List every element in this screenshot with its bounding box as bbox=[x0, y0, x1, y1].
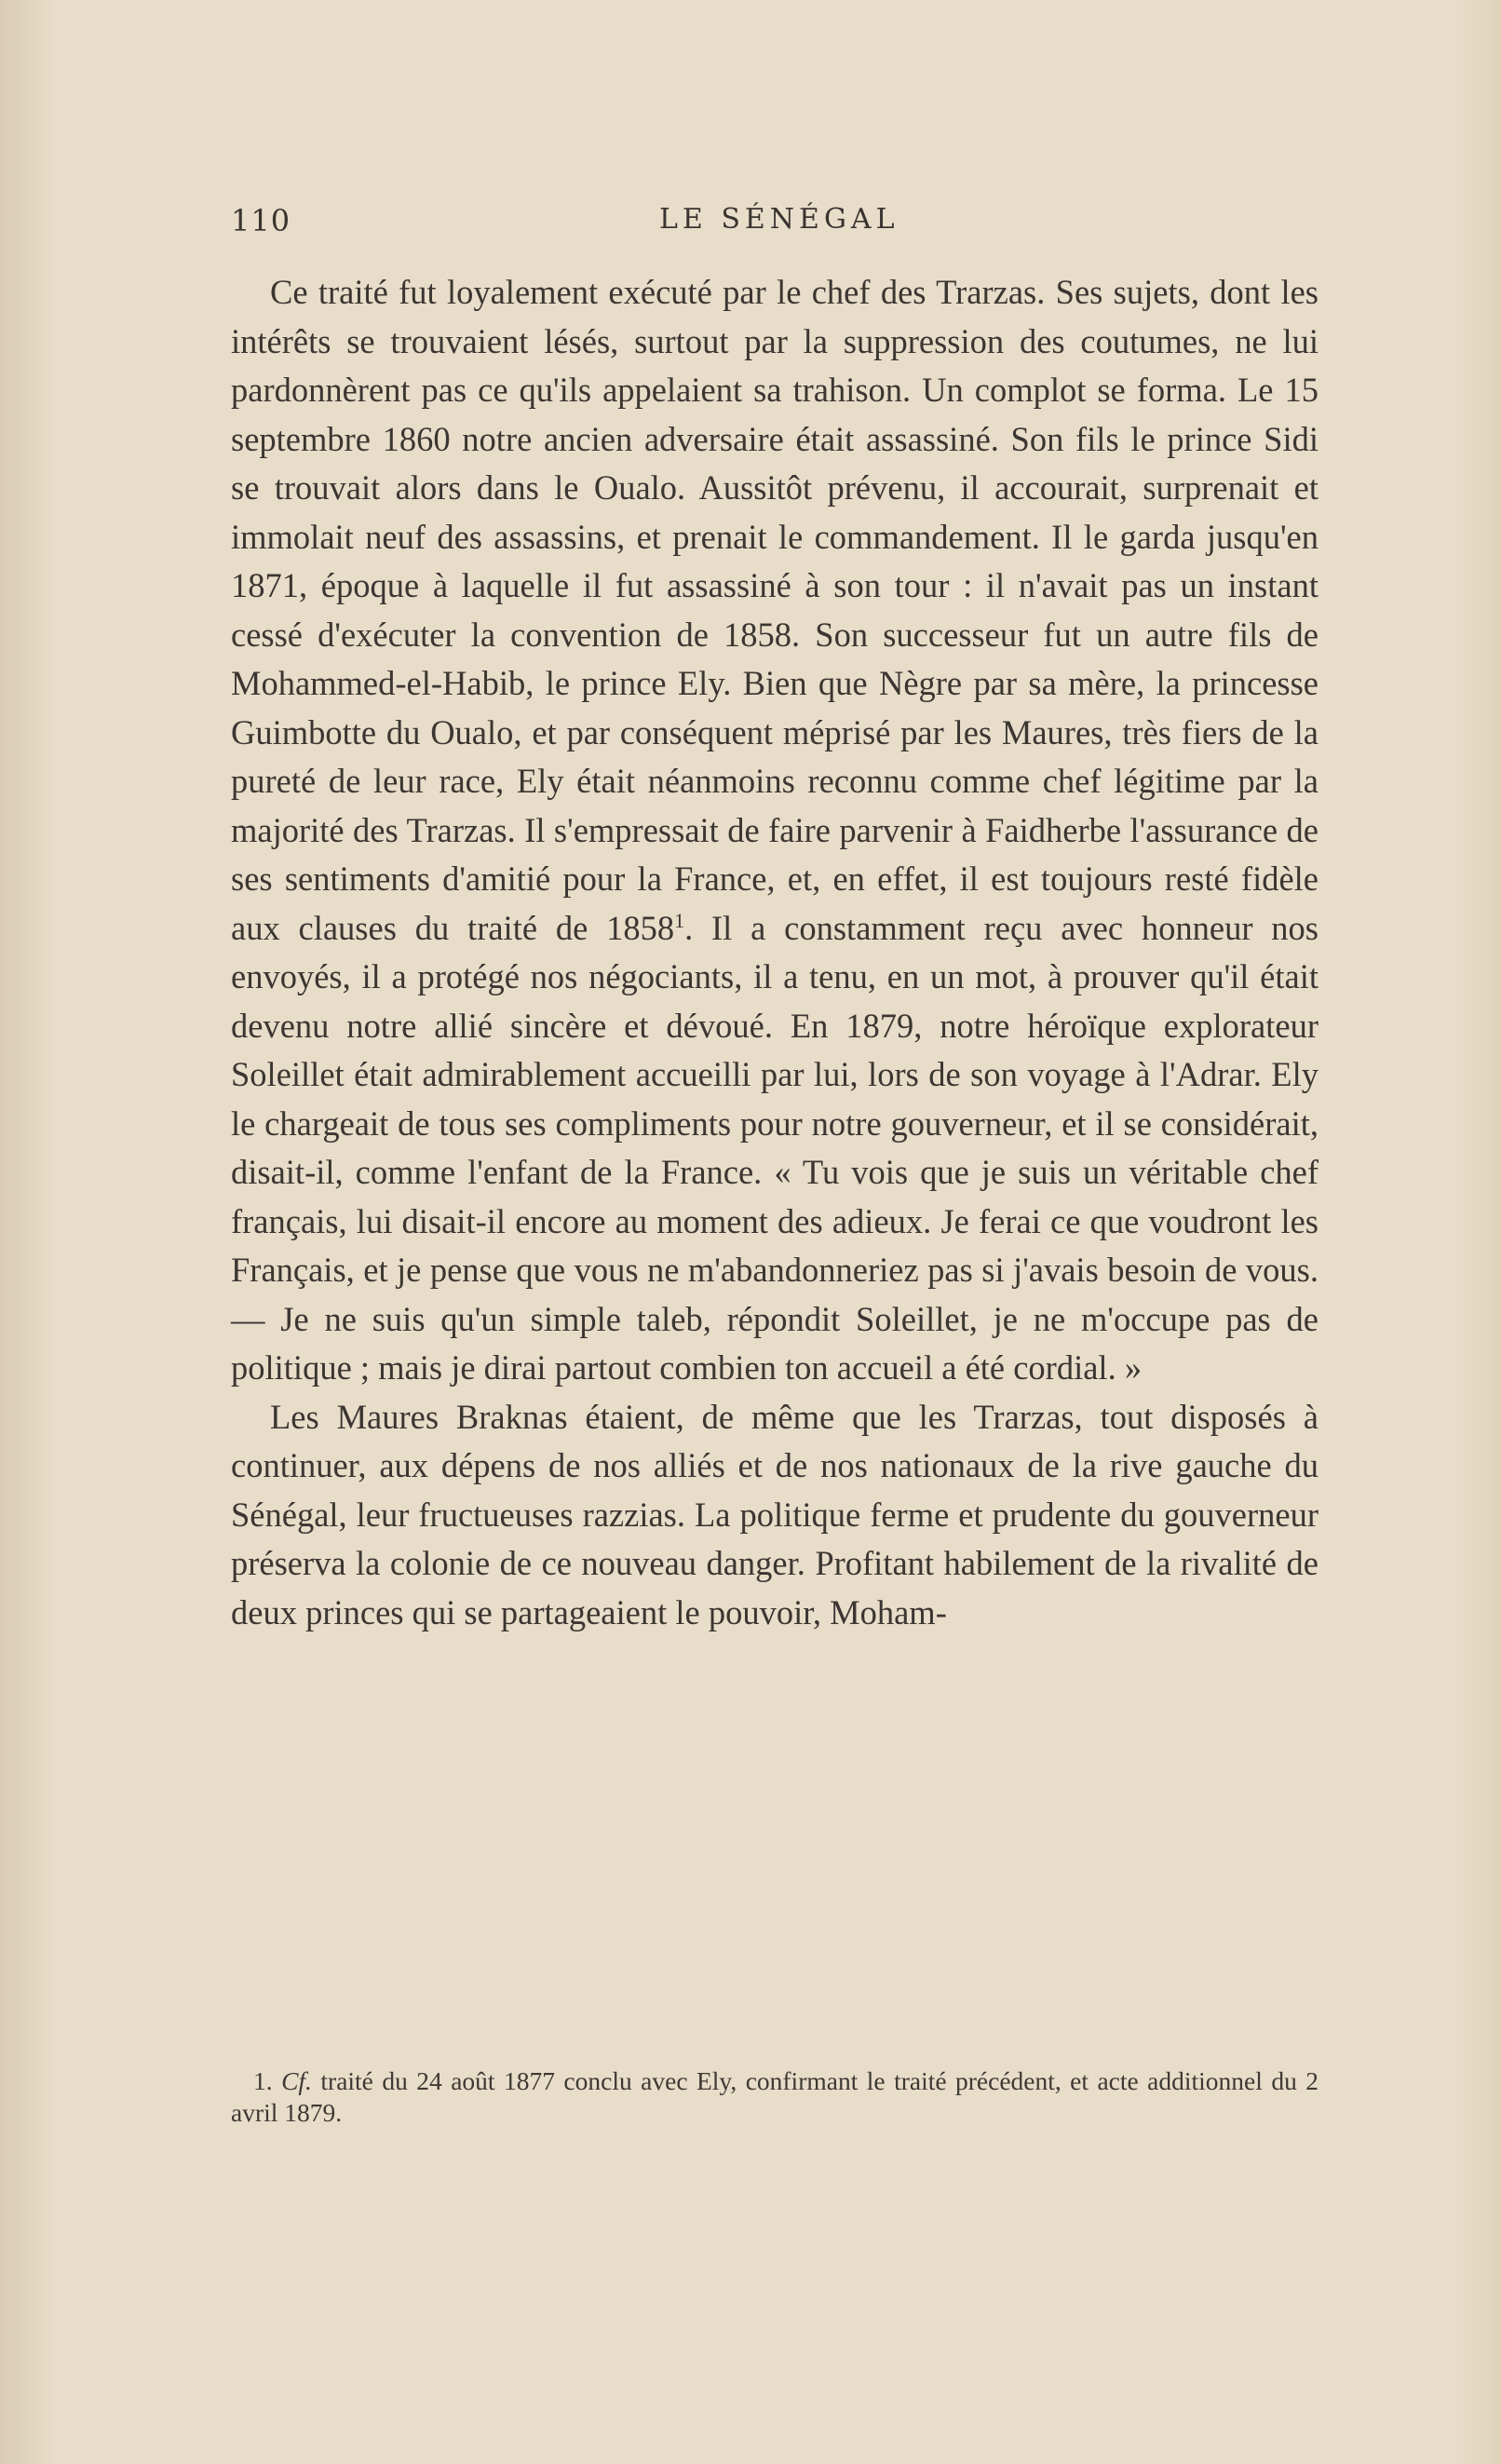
running-title: LE SÉNÉGAL bbox=[659, 203, 899, 236]
paragraph-2: Les Maures Braknas étaient, de même que les Trarzas, tout disposés à continuer, aux dépens de nos alliés et de nos nationaux de la rive gauche du Sénégal, leur fructueuses razzias. La politique ferme et prudente du gouverneur préserva la colonie de ce nouveau danger. Profitant habilement de la rivalité de deux princes qui se partageaient le pouvoir, Moham- bbox=[231, 1397, 1318, 1631]
footnote-number: 1. bbox=[253, 2066, 273, 2095]
page-number: 110 bbox=[231, 203, 291, 238]
page-header bbox=[231, 203, 1318, 246]
footnote-text: traité du 24 août 1877 conclu avec Ely, confirmant le traité précédent, et acte additionnel du 2 avril 1879. bbox=[231, 2066, 1319, 2127]
paragraph-1-text-b: . Il a constamment reçu avec honneur nos envoyés, il a protégé nos négociants, il a tenu, en un mot, à prouver qu'il était devenu notre allié sincère et dévoué. En 1879, notre héroïque explorateur Soleillet était admirablement accueilli par lui, lors de son voyage à l'Adrar. Ely le chargeait de tous ses compliments pour notre gouverneur, et il se considérait, disait-il, comme l'enfant de la France. « Tu vois que je suis un véritable chef français, lui disait-il encore au moment des adieux. Je ferai ce que voudront les Français, et je pense que vous ne m'abandonneriez pas si j'avais besoin de vous. — Je ne suis qu'un simple taleb, répondit Soleillet, je ne m'occupe pas de politique ; mais je dirai partout combien ton accueil a été cordial. » bbox=[231, 908, 1318, 1387]
paragraph-1-text-a: Ce traité fut loyalement exécuté par le chef des Trarzas. Ses sujets, dont les intérêts se trouvaient lésés, surtout par la suppression des coutumes, ne lui pardonnèrent pas ce qu'ils appelaient sa trahison. Un complot se forma. Le 15 septembre 1860 notre ancien adversaire était assassiné. Son fils le prince Sidi se trouvait alors dans le Oualo. Aussitôt prévenu, il accourait, surprenait et immolait neuf des assassins, et prenait le commandement. Il le garda jusqu'en 1871, époque à laquelle il fut assassiné à son tour : il n'avait pas un instant cessé d'exécuter la convention de 1858. Son successeur fut un autre fils de Mohammed-el-Habib, le prince Ely. Bien que Nègre par sa mère, la princesse Guimbotte du Oualo, et par conséquent méprisé par les Maures, très fiers de la pureté de leur race, Ely était néanmoins reconnu comme chef légitime par la majorité des Trarzas. Il s'empressait de faire parvenir à Faidherbe l'assurance de ses sentiments d'amitié pour la France, et, en effet, il est toujours resté fidèle aux clauses du traité de 1858 bbox=[231, 273, 1318, 947]
paragraph-1 bbox=[231, 268, 1318, 1393]
main-text bbox=[231, 268, 1318, 1637]
footnotes bbox=[231, 2065, 1318, 2129]
footnote-cf: Cf. bbox=[281, 2066, 312, 2095]
footnote-reference: 1 bbox=[674, 908, 685, 932]
footnote-1 bbox=[231, 2065, 1318, 2129]
